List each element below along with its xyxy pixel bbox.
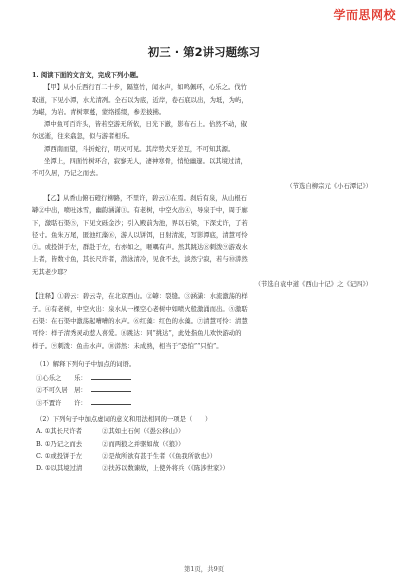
sub-question-2-prompt: （2）下列句子中加点虚词的意义和用法相同的一项是（ ） (36, 416, 212, 424)
passage-b (32, 193, 378, 291)
notes (32, 291, 378, 352)
option-b-left: B. ①乃记之而去 (36, 440, 83, 448)
question-heading: 1. 阅读下面的文言文，完成下列小题。 (32, 72, 143, 79)
option-d-right: ②扶苏以数谏故，上使外将兵（《陈涉世家》） (102, 465, 229, 473)
option-d-left: D. ①以其境过清 (36, 465, 83, 473)
passage-b-line: 罅②中出，喷吐冰雪，幽韵涵潇③。有老树，中空火出④，导泉于中，周于廊 (32, 207, 248, 215)
passage-a-line: 不可久居，乃记之而去。 (32, 170, 102, 178)
answer-item (32, 383, 378, 395)
passage-a-line: 取道，下见小潭，水尤清冽。全石以为底，近岸，卷石底以出，为坻，为屿， (32, 96, 248, 104)
note-line: 子。④有老树，中空火出：泉水从一棵空心老树中如喷火般激涌而出。⑤激聒 (32, 305, 248, 313)
passage-a (32, 82, 378, 193)
passage-a-source: （节选自柳宗元《小石潭记》） (286, 182, 372, 190)
sub-question-1-prompt: （1）解释下列句子中加点的词语。 (36, 360, 136, 368)
note-line: 石渠：在石渠中激荡起嘈嘈的水声。⑥红藻：红色的水藻。⑦清慧可怜：清慧 (32, 317, 248, 325)
passage-b-line: 下，激聒石渠⑤，下见文砾金沙；引入殿前为池，界以石梁，下深丈许，了若 (32, 219, 248, 227)
option-b-right: ②而两狼之并驱如故（《狼》） (102, 440, 185, 448)
passage-b-line: 【乙】从香山俯石磴行柳路，不里许，碧云①在焉。刹后有泉，从山根石 (44, 194, 248, 202)
option-a-right: ②其如土石何（《愚公移山》） (102, 428, 185, 436)
note-line: 可怜：样子清秀灵动惹人喜爱。⑧跳达：同“挑达”，此处指鱼儿欢快游动的 (32, 330, 242, 338)
passage-b-line: 径寸。鱼朱万尾，匿池红藻⑥，游人以饼饵，日射清流，写影潭底，清慧可怜 (32, 231, 248, 239)
page-title: 初三 · 第2讲习题练习 (147, 45, 261, 59)
answer-item (32, 396, 378, 408)
answer-blank[interactable] (91, 383, 131, 392)
sub-question-1 (32, 359, 378, 408)
passage-a-line: 为嵁，为岩。青树翠蔓，蒙络摇缀，参差披拂。 (32, 108, 166, 116)
answer-item-label: ①心乐之 乐： (36, 375, 87, 383)
passage-b-source: （节选自袁中道《西山十记》之《记四》） (254, 281, 372, 289)
answer-item-label: ③不置许 许： (36, 399, 87, 407)
option-c[interactable] (32, 451, 378, 463)
sub-question-2 (32, 414, 378, 475)
passage-a-line: 坐潭上，四面竹树环合，寂寥无人，凄神寒骨，悄怆幽邃。以其境过清， (44, 158, 248, 166)
passage-a-line: 尔远逝，往来翕忽，似与游者相乐。 (32, 133, 134, 141)
option-a[interactable] (32, 426, 378, 438)
brand-logo: 学而思网校 (333, 8, 396, 22)
passage-b-line: ⑦。或投饼于左，群赴于左，右亦如之，咂喁有声。然其跳达⑧刺泼⑨游戏水 (32, 244, 248, 252)
option-a-left: A. ①其长尺许者 (36, 428, 83, 436)
question-content (32, 70, 378, 476)
option-c-right: ②是故所欲有甚于生者（《鱼我所欲也》） (102, 452, 217, 460)
answer-item-label: ②不可久居 居： (36, 387, 87, 395)
answer-blank[interactable] (91, 371, 131, 380)
note-line: 【注释】①碧云：碧云寺，在北京西山。②罅：裂缝。③涵潇：水流激荡的样 (32, 293, 248, 301)
answer-item (32, 371, 378, 383)
passage-a-line: 【甲】从小丘西行百二十步，隔篁竹，闻水声，如鸣佩环，心乐之。伐竹 (44, 84, 248, 92)
page-footer: 第1页，共9页 (183, 565, 225, 573)
option-c-left: C. ①或投饼于左 (36, 452, 83, 460)
passage-a-line: 潭西南而望，斗折蛇行，明灭可见。其岸势犬牙差互，不可知其源。 (44, 145, 235, 153)
answer-blank[interactable] (91, 396, 131, 405)
passage-b-line: 无其老少耶？ (32, 268, 71, 276)
passage-a-line: 潭中鱼可百许头，皆若空游无所依，日光下澈，影布石上。佁然不动，俶 (44, 121, 248, 129)
note-line: 样子。⑨刺泼：鱼击水声。⑩漭然：未成熟，相当于“恐怕”“只怕”。 (32, 342, 223, 350)
passage-b-line: 上者，皆数寸鱼，其长尺许者，潜泳清冷，见食不去，淡然宁寂，若与⑩漭然 (32, 256, 248, 264)
option-d[interactable] (32, 463, 378, 475)
option-b[interactable] (32, 439, 378, 451)
